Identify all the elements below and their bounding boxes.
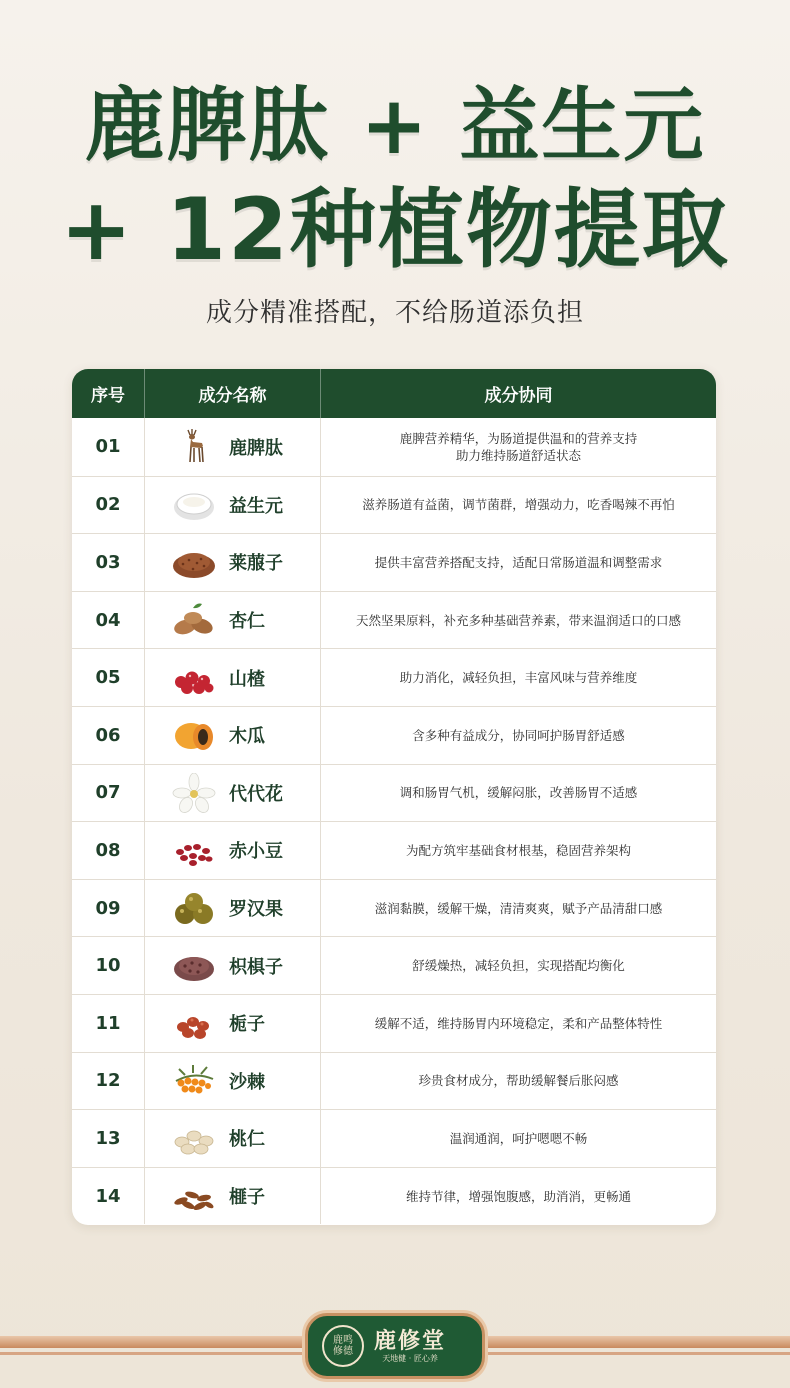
synergy-cell <box>321 1110 716 1167</box>
ingredient-name: 罗汉果 <box>229 899 283 921</box>
ingredient-table <box>72 369 716 1225</box>
ingredient-cell <box>145 649 321 706</box>
ingredient-name: 山楂 <box>229 668 265 690</box>
synergy-text: 含多种有益成分，协同呵护肠胃舒适感 <box>412 727 625 743</box>
row-number: 12 <box>72 1053 145 1110</box>
row-number: 05 <box>72 649 145 706</box>
brand-tagline: 天地健 · 匠心养 <box>382 1354 438 1363</box>
synergy-cell <box>321 1053 716 1110</box>
deer-icon <box>171 427 217 467</box>
table-row <box>72 764 716 822</box>
raisin-tree-seed-icon <box>171 946 217 986</box>
synergy-cell <box>321 534 716 591</box>
ingredient-name: 杏仁 <box>229 611 265 633</box>
synergy-text: 提供丰富营养搭配支持，适配日常肠道温和调整需求 <box>374 554 663 570</box>
red-bean-icon <box>171 830 217 870</box>
row-number: 10 <box>72 937 145 994</box>
synergy-cell <box>321 1168 716 1225</box>
ingredient-cell <box>145 765 321 822</box>
table-row <box>72 936 716 994</box>
synergy-cell <box>321 880 716 937</box>
brand-logo <box>305 1313 485 1379</box>
hawthorn-icon <box>171 658 217 698</box>
synergy-cell <box>321 937 716 994</box>
brand-text <box>374 1328 446 1364</box>
ingredient-cell <box>145 880 321 937</box>
ingredient-cell <box>145 822 321 879</box>
row-number: 06 <box>72 707 145 764</box>
synergy-text: 温润通润，呵护嗯嗯不畅 <box>449 1130 588 1146</box>
synergy-text: 为配方筑牢基础食材根基，稳固营养架构 <box>405 842 631 858</box>
synergy-text: 助力消化，减轻负担，丰富风味与营养维度 <box>399 670 638 686</box>
brand-seal-icon <box>322 1325 364 1367</box>
almond-icon <box>171 600 217 640</box>
table-body <box>72 418 716 1224</box>
synergy-text: 舒缓燥热，减轻负担，实现搭配均衡化 <box>412 958 625 974</box>
page-subtitle: 成分精准搭配，不给肠道添负担 <box>205 298 584 328</box>
sea-buckthorn-icon <box>171 1061 217 1101</box>
row-number: 08 <box>72 822 145 879</box>
table-row <box>72 476 716 534</box>
ingredient-cell <box>145 1053 321 1110</box>
ingredient-cell <box>145 592 321 649</box>
ingredient-name: 枳椇子 <box>229 956 283 978</box>
ingredient-name: 鹿脾肽 <box>229 437 283 459</box>
synergy-text: 鹿脾营养精华，为肠道提供温和的营养支持 助力维持肠道舒适状态 <box>399 430 638 463</box>
row-number: 09 <box>72 880 145 937</box>
row-number: 13 <box>72 1110 145 1167</box>
table-row <box>72 648 716 706</box>
table-row <box>72 821 716 879</box>
synergy-text: 天然坚果原料，补充多种基础营养素，带来温润适口的口感 <box>355 612 681 628</box>
synergy-cell <box>321 418 716 476</box>
gardenia-fruit-icon <box>171 1003 217 1043</box>
row-number: 14 <box>72 1168 145 1225</box>
ingredient-cell <box>145 707 321 764</box>
synergy-text: 调和肠胃气机，缓解闷胀，改善肠胃不适感 <box>399 785 638 801</box>
table-row <box>72 994 716 1052</box>
table-row <box>72 879 716 937</box>
header-synergy: 成分协同 <box>484 386 553 406</box>
header-no: 序号 <box>72 369 145 418</box>
synergy-cell <box>321 707 716 764</box>
synergy-text: 维持节律，增强饱腹感，助消消，更畅通 <box>405 1188 631 1204</box>
synergy-text: 滋润黏膜，缓解干燥，清清爽爽，赋予产品清甜口感 <box>374 900 663 916</box>
flower-icon <box>171 773 217 813</box>
synergy-text: 珍贵食材成分，帮助缓解餐后胀闷感 <box>418 1073 619 1089</box>
table-row <box>72 533 716 591</box>
brand-name: 鹿修堂 <box>374 1328 447 1354</box>
synergy-cell <box>321 477 716 534</box>
ingredient-name: 木瓜 <box>229 726 265 748</box>
synergy-text: 滋养肠道有益菌，调节菌群，增强动力，吃香喝辣不再怕 <box>362 497 675 513</box>
ingredient-name: 栀子 <box>229 1014 265 1036</box>
synergy-cell <box>321 592 716 649</box>
ingredient-cell <box>145 418 321 476</box>
brand-seal-text: 鹿鸣修德 <box>333 1335 353 1357</box>
row-number: 04 <box>72 592 145 649</box>
ingredient-name: 赤小豆 <box>229 841 283 863</box>
table-row <box>72 1167 716 1225</box>
ingredient-cell <box>145 995 321 1052</box>
table-row <box>72 418 716 476</box>
papaya-icon <box>171 715 217 755</box>
row-number: 07 <box>72 765 145 822</box>
monk-fruit-icon <box>171 888 217 928</box>
ingredient-name: 莱菔子 <box>229 553 283 575</box>
torreya-seed-icon <box>171 1176 217 1216</box>
synergy-cell <box>321 765 716 822</box>
synergy-text: 缓解不适，维持肠胃内环境稳定，柔和产品整体特性 <box>374 1015 663 1031</box>
table-row <box>72 1052 716 1110</box>
table-row <box>72 591 716 649</box>
ingredient-name: 桃仁 <box>229 1129 265 1151</box>
table-row <box>72 1109 716 1167</box>
row-number: 03 <box>72 534 145 591</box>
ingredient-name: 沙棘 <box>229 1071 265 1093</box>
ingredient-cell <box>145 477 321 534</box>
row-number: 02 <box>72 477 145 534</box>
header-name: 成分名称 <box>145 369 321 418</box>
row-number: 01 <box>72 418 145 476</box>
synergy-cell <box>321 649 716 706</box>
ingredient-cell <box>145 1168 321 1225</box>
peach-kernel-icon <box>171 1118 217 1158</box>
powder-bowl-icon <box>171 485 217 525</box>
page-title-line-2: + 12种植物提取 <box>60 180 730 280</box>
ingredient-cell <box>145 1110 321 1167</box>
table-row <box>72 706 716 764</box>
ingredient-cell <box>145 534 321 591</box>
row-number: 11 <box>72 995 145 1052</box>
ingredient-name: 益生元 <box>229 495 283 517</box>
ingredient-name: 代代花 <box>229 783 283 805</box>
ingredient-cell <box>145 937 321 994</box>
page-title-line-1: 鹿脾肽 + 益生元 <box>84 79 706 172</box>
synergy-cell <box>321 995 716 1052</box>
synergy-cell <box>321 822 716 879</box>
ingredient-name: 榧子 <box>229 1187 265 1209</box>
seed-pile-icon <box>171 542 217 582</box>
table-header <box>72 369 716 418</box>
